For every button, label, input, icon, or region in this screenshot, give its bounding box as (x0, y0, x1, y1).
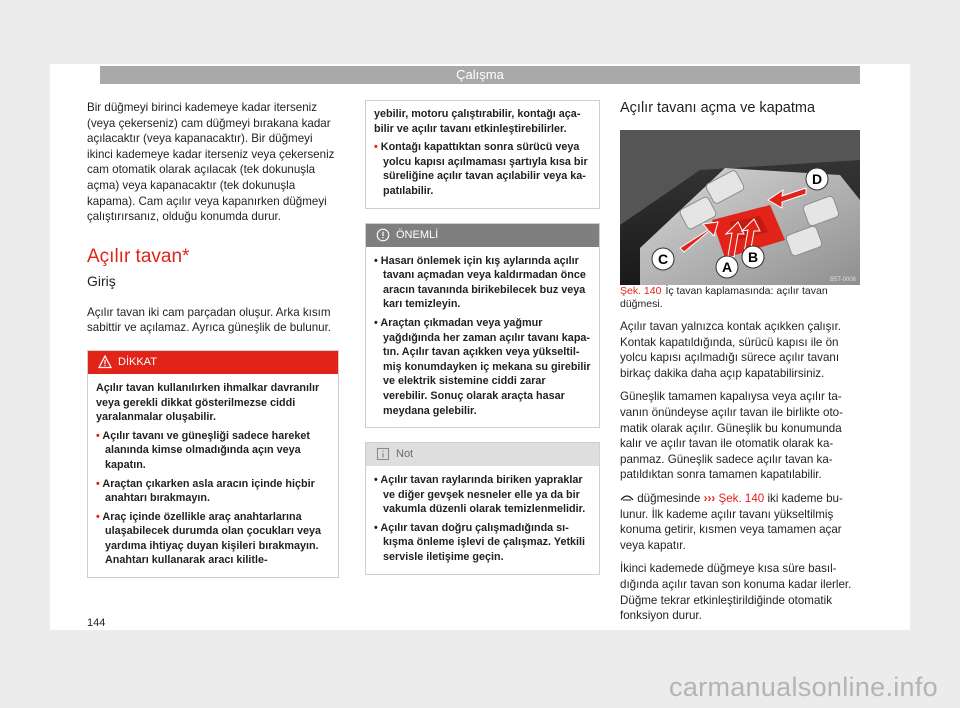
column-1 (87, 100, 339, 578)
warning-intro: Açılır tavan kullanılırken ihmalkar davranılır veya gerekli dikkat gösterilmezse ciddi yaralanmalar oluşabilir. (96, 381, 320, 424)
warning-triangle-icon (98, 355, 112, 369)
note-box (365, 442, 600, 575)
section-header: Çalışma (100, 66, 860, 84)
note-icon (376, 447, 390, 461)
figure-label-b: B (747, 249, 759, 265)
paragraph: Bir düğmeyi birinci kademeye kadar iterseniz (veya çekerseniz) cam düğmeyi bırakana kadar açılacaktır (veya kapanacaktır). Bir düğmeyi ikinci kademeye kadar iterseniz veya çekerseniz cam otomatik olarak açılacak (tek dokunuşla açma) veya kapanacaktır (tek dokunuşla kapama). Cam açılır veya kapanırken düğmeyi çalıştırırsanız, olduğu konumda durur. (87, 101, 335, 224)
sub-heading: Giriş (87, 272, 116, 289)
warning-box-header (88, 351, 338, 374)
important-box-body (366, 247, 599, 428)
warning-bullet: • Kontağı kapattıktan sonra sürücü veya yolcu kapısı açılmaması şartıyla kısa bir süreliğine açılır tavan açılabilir veya kapatılabilir. (374, 141, 588, 197)
important-box-header (366, 224, 599, 247)
figure-label-d: D (811, 171, 823, 187)
important-title: ÖNEMLİ (396, 228, 439, 241)
warning-bullet: • Açılır tavanı ve güneşliği sadece hareket alanında kimse olmadığında açın veya kapatın. (96, 429, 311, 471)
note-title: Not (396, 448, 414, 461)
note-bullet: • Açılır tavan doğru çalışmadığında sıkışma önleme işlevi de çalışmaz. Yetkili servisle iletişime geçin. (374, 521, 586, 564)
paragraph: Güneşlik tamamen kapalıysa veya açılır tavanın önündeyse açılır tavan ile birlikte otomatik olarak açılır. Güneşlik bu konumunda kalır ve açılır tavan ile otomatik olarak kapanmaz. Güneşlik sadece açılır tavan kapatıldıktan sonra tamamen kapatılabilir. (620, 390, 843, 482)
paragraph: Açılır tavan yalnızca kontak açıkken çalışır. Kontak kapatıldığında, sürücü kapısı ile ön yolcu kapısı açılmadığı sürece açılır tavanı birkaç dakika daha açıp kapatabilirsiniz. (620, 320, 842, 380)
warning-box-continued (365, 100, 600, 209)
warning-continued-text: yebilir, motoru çalıştırabilir, kontağı açabilir ve açılır tavanı etkinleştirebilirler. (374, 108, 581, 135)
warning-title: DİKKAT (118, 355, 157, 368)
exclamation-circle-icon (376, 228, 390, 242)
note-box-header (366, 443, 599, 466)
column-2 (365, 100, 600, 575)
figure-code: B5T-0006 (829, 277, 856, 283)
paragraph: düğmesinde ››› Şek. 140 iki kademe bulunur. İlk kademe açılır tavanı yükseltilmiş konuma getirir, kısmen veya tamamen açar veya kapatır. (620, 491, 843, 552)
paragraph: Açılır tavan iki cam parçadan oluşur. Arka kısım sabittir ve açılamaz. Ayrıca güneşlik de bulunur. (87, 305, 332, 335)
page-number: 144 (87, 617, 106, 629)
figure-label-c: C (657, 251, 669, 267)
figure-label-a: A (721, 259, 733, 275)
important-box (365, 223, 600, 429)
warning-box-body (88, 374, 338, 577)
warning-bullet: • Araç içinde özellikle araç anahtarlarına ulaşabilecek durumda olan çocukları veya yardıma ihtiyaç duyan kişileri bırakmayın. Anahtarı kullanarak aracı kilitle- (96, 510, 322, 567)
sunroof-button-illustration (620, 130, 860, 285)
figure-sunroof-button (620, 130, 860, 285)
important-bullet: • Araçtan çıkmadan veya yağmur yağdığında her zaman açılır tavanı kapatın. Açılır tavan açıkken veya yükseltilmiş konumdayken iç mekana su girebilir ve elektrik sistemine ciddi zarar verebilir. Sonuç olarak araçta hasar meydana gelebilir. (374, 316, 591, 417)
watermark: carmanualsonline.info (669, 672, 938, 702)
sunroof-button-symbol-icon (620, 493, 634, 502)
important-bullet: • Hasarı önlemek için kış aylarında açılır tavanı açmadan veya kaldırmadan önce aracın tavanında birikebilecek buz veya karı temizleyin. (374, 254, 586, 311)
column-3 (620, 98, 860, 632)
figure-caption: Şek. 140 İç tavan kaplamasında: açılır tavan düğmesi. (620, 285, 828, 310)
note-box-body (366, 466, 599, 574)
warning-box (87, 350, 339, 578)
section-heading: Açılır tavanı açma ve kapatma (620, 100, 816, 116)
paragraph: İkinci kademede düğmeye kısa süre basıldığında açılır tavan son konuma kadar ilerler. Düğme tekrar etkinleştirildiğinde otomatik fonksiyon durur. (620, 562, 852, 623)
warning-bullet: • Araçtan çıkarken asla aracın içinde hiçbir anahtarı bırakmayın. (96, 477, 315, 505)
section-heading: Açılır tavan* (87, 245, 190, 267)
note-bullet: • Açılır tavan raylarında biriken yapraklar ve diğer gevşek nesneler elle ya da bir vakumla düzenli olarak temizlenmelidir. (374, 474, 586, 516)
